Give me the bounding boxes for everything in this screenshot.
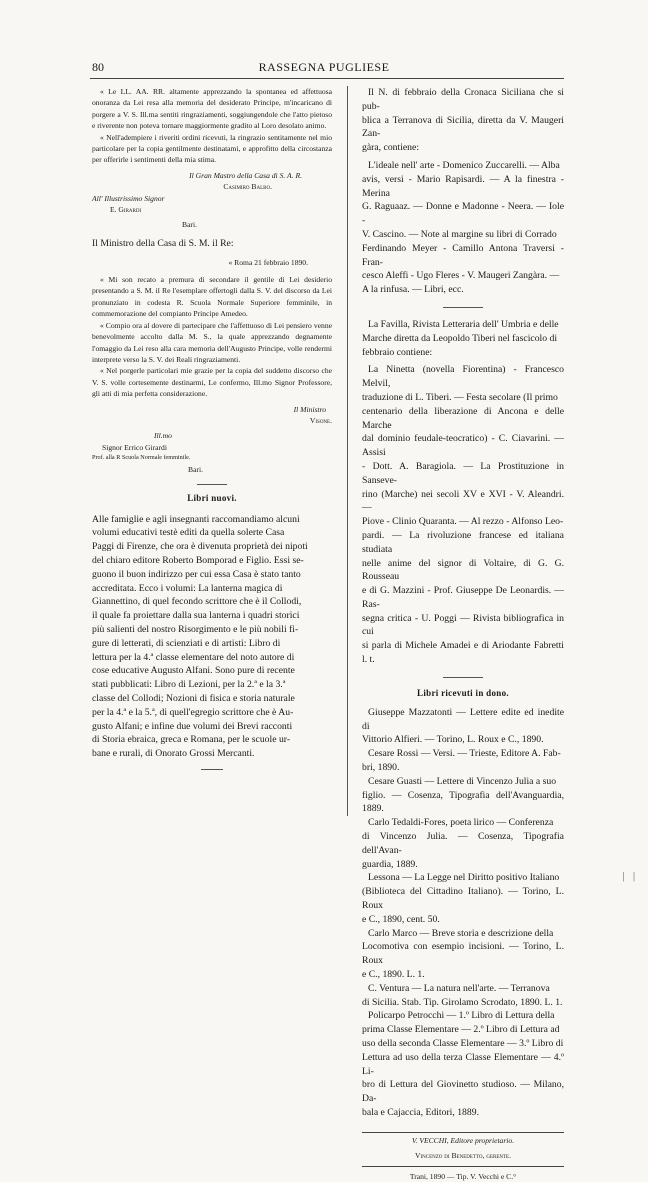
cronaca-intro-line: gàra, contiene: — [362, 142, 420, 154]
body-line: per la 4.ª e la 5.ª, di quell'egregio scrittore che è Au- — [92, 706, 294, 718]
book-entry-line: Cesare Guasti — Lettere di Vincenzo Julia a suo — [368, 775, 557, 787]
cronaca-contents-line: L'ideale nell' arte - Domenico Zuccarelli. — Alba — [368, 159, 560, 171]
favilla-contents-line: si parla di Michele Amadei e di Ariodante Fabretti l. t. — [362, 640, 564, 666]
column-divider — [347, 86, 348, 816]
book-entry-line: Lettura ad uso della terza Classe Elementare — 4.º Li- — [362, 1051, 564, 1077]
cronaca-contents-line: avis, versi - Mario Rapisardi. — A la finestra - Merina — [362, 173, 564, 199]
cronaca-contents-line: A la rinfusa. — Libri, ecc. — [362, 284, 464, 296]
section-end-rule — [201, 769, 223, 770]
colophon-printer: Trani, 1890 — Tip. V. Vecchi e C.° — [409, 1171, 517, 1181]
letter1-paragraph: « Le LL. AA. RR. altamente apprezzando la spontanea ed affettuosa onoranza da Lei resa alla memoria del desiderato Principe, m'incaricano di porgere a V. S. Ill.ma sentiti ringraziamenti, soggiungendole che l'atto pietoso e riverente non poteva tornare maggiormente gradito al Loro desolato animo. — [92, 87, 332, 131]
body-line: classe del Collodi; Nozioni di fisica e storia naturale — [92, 692, 295, 704]
body-line: cose educative Augusto Alfani. Sono pure di recente — [92, 665, 295, 677]
favilla-contents-line: centenario della liberazione di Ancona e delle Marche — [362, 405, 564, 431]
book-entry-line: Lessona — La Legge nel Diritto positivo Italiano — [368, 872, 560, 884]
letter2-addressee-label: Ill.mo — [154, 431, 172, 441]
favilla-contents-line: rino (Marche) nei secoli XV e XVI - V. Aleandri. — — [362, 488, 564, 514]
letter2-date: « Roma 21 febbraio 1890. — [228, 257, 308, 267]
libri-nuovi-heading: Libri nuovi. — [187, 492, 237, 503]
favilla-contents-line: dal dominio feudale-teocratico) - C. Ciavarini. — Assisi — [362, 433, 564, 459]
libri-ricevuti-list — [362, 706, 564, 1120]
section-rule — [443, 677, 483, 678]
colophon-owner: V. VECCHI, Editore proprietario. — [411, 1135, 515, 1145]
favilla-contents-line: traduzione di L. Tiberi. — Festa secolare (Il primo — [362, 391, 558, 403]
book-entry-line: C. Ventura — La natura nell'arte. — Terranova — [368, 982, 550, 994]
book-entry-line: figlio. — Cosenza, Tipografia dell'Avanguardia, 1889. — [362, 789, 564, 815]
book-entry-line: Vittorio Alfieri. — Torino, L. Roux e C., 1890. — [362, 734, 544, 746]
cronaca-contents-line: G. Raguaaz. — Donne e Madonne - Neera. — Iole - — [362, 201, 564, 227]
favilla-intro-line: Marche diretta da Leopoldo Tiberi nel fascicolo di — [362, 332, 558, 344]
libri-nuovi-body — [92, 513, 332, 761]
letter1-addressee-label: All' Illustrissimo Signor — [92, 193, 165, 203]
colophon-rule-bottom — [362, 1166, 564, 1167]
cronaca-contents-line: V. Cascino. — Note al margine su libri di Corrado — [362, 228, 557, 240]
cronaca-contents-line: cesco Aleffi - Ugo Fleres - V. Maugeri Zangàra. — — [362, 270, 560, 282]
letter2-heading: Il Ministro della Casa di S. M. il Re: — [92, 237, 234, 249]
section-rule — [443, 307, 483, 308]
book-entry-line: uso della seconda Classe Elementare — 3.º Libro di — [362, 1038, 564, 1049]
right-column — [362, 86, 564, 1182]
letter2-paragraph: « Compio ora al dovere di partecipare che l'affettuoso di Lei pensiero venne benevolmente accolto dalla M. S., la quale apprezzando degnamente l'omaggio da Lei reso alla cara memoria dell'Augusto Principe, volle rendermi interprete verso la S. V. dei Reali ringraziamenti. — [92, 320, 332, 364]
book-entry-line: guardia, 1889. — [362, 858, 418, 870]
letter2-addressee-name: Signor Errico Girardi — [102, 442, 167, 452]
letter2-signoff-name: Visone. — [309, 415, 332, 425]
book-entry-line: bri, 1890. — [362, 762, 400, 774]
letter2-signoff-title: Il Ministro — [293, 404, 326, 414]
book-entry-line: Cesare Rossi — Versi. — Trieste, Editore A. Fab- — [368, 748, 561, 760]
letter2-paragraph: « Mi son recato a premura di secondare il gentile di Lei desiderio presentando a S. M. il Re l'esemplare offertogli dalla S. V. del discorso da Lei pronunziato in codesta R. Scuola Normale Superiore femminile, in commemorazione del compianto Principe Amedeo. — [92, 275, 332, 319]
header-rule — [90, 78, 564, 79]
libri-ricevuti-heading: Libri ricevuti in dono. — [417, 687, 509, 698]
body-line: Giannettino, di quel fecondo scrittore che è il Collodi, — [92, 596, 302, 608]
body-line: volumi educativi testè editi da quella solerte Casa — [92, 527, 285, 539]
body-line: Paggi di Firenze, che ora è divenuta proprietà dei nipoti — [92, 541, 308, 553]
cronaca-siciliana — [362, 86, 564, 297]
la-favilla — [362, 318, 564, 667]
letter2-place: Bari. — [188, 465, 203, 475]
section-rule — [197, 484, 227, 485]
body-line: accreditata. Ecco i volumi: La lanterna magica di — [92, 582, 283, 594]
body-line: del chiaro editore Roberto Bomporad e Figlio. Essi se- — [92, 554, 304, 566]
book-entry-line: Giuseppe Mazzatonti — Lettere edite ed inedite di — [362, 706, 564, 732]
letter1-place: Bari. — [182, 220, 197, 230]
colophon-rule-top — [362, 1132, 564, 1133]
letter1-signoff-name: Casimiro Balbo. — [223, 182, 272, 192]
cronaca-intro-line: Il N. di febbraio della Cronaca Siciliana che si pub- — [362, 87, 564, 112]
body-line: guono il buon indirizzo per cui essa Casa è stato tanto — [92, 568, 301, 580]
favilla-contents-line: nelle anime del signor di Voltaire, di G. G. Rousseau — [362, 557, 564, 583]
book-entry-line: e C., 1890, cent. 50. — [362, 913, 440, 925]
body-line: più salienti del nostro Risorgimento e le più nobili fi- — [92, 623, 299, 635]
running-title: RASSEGNA PUGLIESE — [258, 60, 390, 74]
body-line: il quale fa proiettare dalla sua lanterna i quadri storici — [92, 610, 300, 622]
book-entry-line: Policarpo Petrocchi — 1.º Libro di Lettura della — [368, 1010, 555, 1022]
left-column — [92, 86, 332, 770]
favilla-contents-line: e di G. Mazzini - Prof. Giuseppe De Leonardis. — Ras- — [362, 585, 564, 610]
margin-marks: | | — [622, 871, 638, 882]
book-entry-line: bro di Lettura del Giovinetto studioso. — Milano, Da- — [362, 1079, 564, 1105]
favilla-contents-line: - Dott. A. Baragiola. — La Prostituzione in Sanseve- — [362, 460, 564, 486]
book-entry-line: bala e Cajaccia, Editori, 1889. — [362, 1106, 480, 1118]
book-entry-line: di Vincenzo Julia. — Cosenza, Tipografia dell'Avan- — [362, 831, 564, 856]
book-entry-line: (Biblioteca del Cittadino Italiano). — Torino, L. Roux — [362, 886, 564, 912]
body-line: di Storia ebraica, greca e Romana, per le scuole ur- — [92, 734, 291, 746]
book-entry-line: e C., 1890. L. 1. — [362, 969, 425, 981]
body-line: stati pubblicati: Libro di Lezioni, per la 2.ª e la 3.ª — [92, 679, 286, 691]
body-line: gure di letterati, di scienziati e di artisti: Libro di — [92, 637, 281, 649]
body-line: bane e rurali, di Onorato Grossi Mercanti. — [92, 748, 255, 760]
body-line: lettura per la 4.ª classe elementare del noto autore di — [92, 651, 295, 663]
page-header — [92, 60, 556, 76]
letter1-signoff-title: Il Gran Mastro della Casa di S. A. R. — [189, 170, 302, 180]
book-entry-line: Locomotiva con esempio incisioni. — Torino, L. Roux — [362, 941, 564, 967]
favilla-contents-line: Piove - Clinio Quaranta. — Al rezzo - Alfonso Leo- — [362, 516, 564, 528]
favilla-intro-line: febbraio contiene: — [362, 346, 433, 358]
favilla-contents-line: La Ninetta (novella Fiorentina) - Francesco Melvil, — [362, 364, 564, 390]
book-entry-line: Carlo Marco — Breve storia e descrizione della — [368, 927, 554, 939]
cronaca-contents-line: Ferdinando Meyer - Camillo Antona Traversi - Fran- — [362, 242, 564, 268]
letter2-paragraph: « Nel porgerle particolari mie grazie per la copia del suddetto discorso che V. S. volle cortesemente destinarmi, Le confermo, Ill.mo Signor Professore, gli atti di mia perfetta considerazione. — [92, 366, 332, 399]
body-line: Alle famiglie e agli insegnanti raccomandiamo alcuni — [92, 513, 300, 525]
cronaca-intro-line: blica a Terranova di Sicilia, diretta da V. Maugeri Zan- — [362, 114, 564, 140]
letter1-addressee-name: E. Girardi — [110, 205, 142, 215]
favilla-intro-line: La Favilla, Rivista Letteraria dell' Umbria e delle — [368, 318, 559, 330]
favilla-contents-line: segna critica - U. Poggi — Rivista bibliografica in cui — [362, 612, 564, 638]
colophon-manager: Vincenzo di Benedetto, gerente. — [414, 1151, 512, 1161]
book-entry-line: Carlo Tedaldi-Fores, poeta lirico — Conferenza — [368, 817, 554, 829]
letter2-addressee-role: Prof. alla R Scuola Normale femminile. — [92, 454, 191, 462]
page-number: 80 — [92, 60, 104, 74]
letter1-paragraph: « Nell'adempiere i riveriti ordini ricevuti, la ringrazio sentitamente nel mio particolare per la copia gentilmente destinatami, e approfitto della circostanza per offerirle i sentimenti della mia stima. — [92, 132, 332, 165]
book-entry-line: prima Classe Elementare — 2.º Libro di Lettura ad — [362, 1024, 560, 1036]
favilla-contents-line: pardi. — La rivoluzione francese ed italiana studiata — [362, 529, 564, 555]
body-line: gusto Alfani; e infine due volumi dei Brevi racconti — [92, 720, 293, 732]
book-entry-line: di Sicilia. Stab. Tip. Girolamo Scrodato, 1890. L. 1. — [362, 996, 563, 1008]
